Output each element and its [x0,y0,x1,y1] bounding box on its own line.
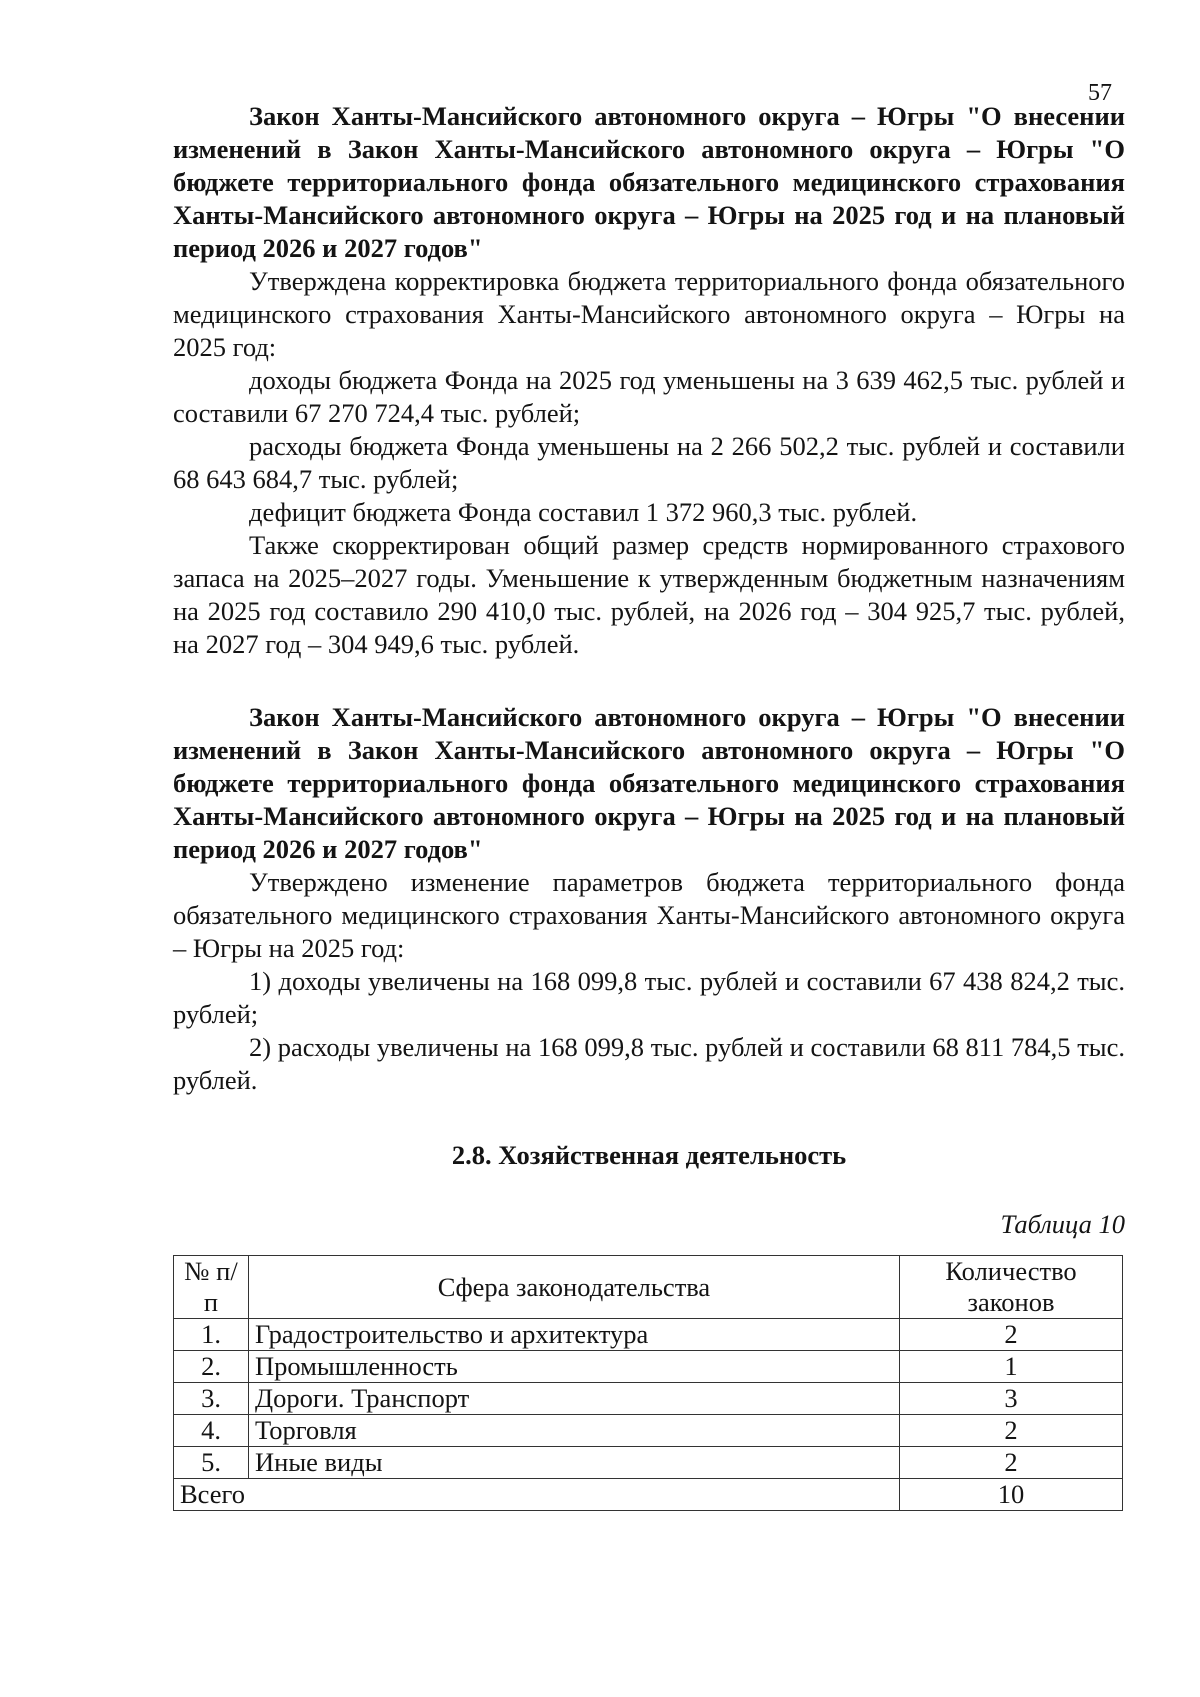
header-count: Количество законов [900,1256,1123,1319]
row-number: 5. [174,1447,249,1479]
law-1-paragraph: дефицит бюджета Фонда составил 1 372 960,3 тыс. рублей. [249,497,918,527]
row-number: 3. [174,1383,249,1415]
total-value: 10 [900,1479,1123,1511]
header-number: № п/п [174,1256,249,1319]
table-row [174,1351,1123,1383]
law-2-paragraph: Утверждено изменение параметров бюджета территориального фонда обязательного медицинского страхования Ханты-Мансийского автономного округа – Югры на 2025 год: [173,867,1125,963]
law-1-paragraph: расходы бюджета Фонда уменьшены на 2 266 502,2 тыс. рублей и составили 68 643 684,7 тыс. рублей; [173,431,1125,494]
row-sphere: Промышленность [249,1351,900,1383]
row-sphere: Градостроительство и архитектура [249,1319,900,1351]
table-row [174,1415,1123,1447]
section-spacer [173,661,1125,701]
law-2-paragraph: 1) доходы увеличены на 168 099,8 тыс. рублей и составили 67 438 824,2 тыс. рублей; [173,966,1125,1029]
header-sphere: Сфера законодательства [249,1256,900,1319]
row-count: 1 [900,1351,1123,1383]
row-count: 2 [900,1447,1123,1479]
row-sphere: Иные виды [249,1447,900,1479]
table-row [174,1319,1123,1351]
row-sphere: Торговля [249,1415,900,1447]
row-sphere: Дороги. Транспорт [249,1383,900,1415]
table-total-row [174,1479,1123,1511]
row-number: 4. [174,1415,249,1447]
law-1-section [173,100,1125,661]
law-2-paragraph: 2) расходы увеличены на 168 099,8 тыс. рублей и составили 68 811 784,5 тыс. рублей. [173,1032,1125,1095]
total-label: Всего [174,1479,900,1511]
row-count: 3 [900,1383,1123,1415]
page-content [173,100,1125,1511]
table-header-row [174,1256,1123,1319]
row-number: 1. [174,1319,249,1351]
law-1-paragraph: доходы бюджета Фонда на 2025 год уменьшены на 3 639 462,5 тыс. рублей и составили 67 270 724,4 тыс. рублей; [173,365,1125,428]
law-1-title: Закон Ханты-Мансийского автономного округа – Югры "О внесении изменений в Закон Ханты-Мансийского автономного округа – Югры "О бюджете территориального фонда обязательного медицинского страхования Ханты-Мансийского автономного округа – Югры на 2025 год и на плановый период 2026 и 2027 годов" [173,101,1125,263]
table-caption: Таблица 10 [1000,1209,1125,1239]
page-number: 57 [1088,80,1112,106]
table-row [174,1383,1123,1415]
row-number: 2. [174,1351,249,1383]
row-count: 2 [900,1319,1123,1351]
section-heading: 2.8. Хозяйственная деятельность [451,1140,847,1170]
table-row [174,1447,1123,1479]
row-count: 2 [900,1415,1123,1447]
law-1-paragraph: Также скорректирован общий размер средств нормированного страхового запаса на 2025–2027 годы. Уменьшение к утвержденным бюджетным назначениям на 2025 год составило 290 410,0 тыс. рублей, на 2026 год – 304 925,7 тыс. рублей, на 2027 год – 304 949,6 тыс. рублей. [173,530,1125,659]
law-2-section [173,701,1125,1097]
law-2-title: Закон Ханты-Мансийского автономного округа – Югры "О внесении изменений в Закон Ханты-Мансийского автономного округа – Югры "О бюджете территориального фонда обязательного медицинского страхования Ханты-Мансийского автономного округа – Югры на 2025 год и на плановый период 2026 и 2027 годов" [173,702,1125,864]
legislation-table [173,1255,1123,1511]
law-1-paragraph: Утверждена корректировка бюджета территориального фонда обязательного медицинского страхования Ханты-Мансийского автономного округа – Югры на 2025 год: [173,266,1125,362]
